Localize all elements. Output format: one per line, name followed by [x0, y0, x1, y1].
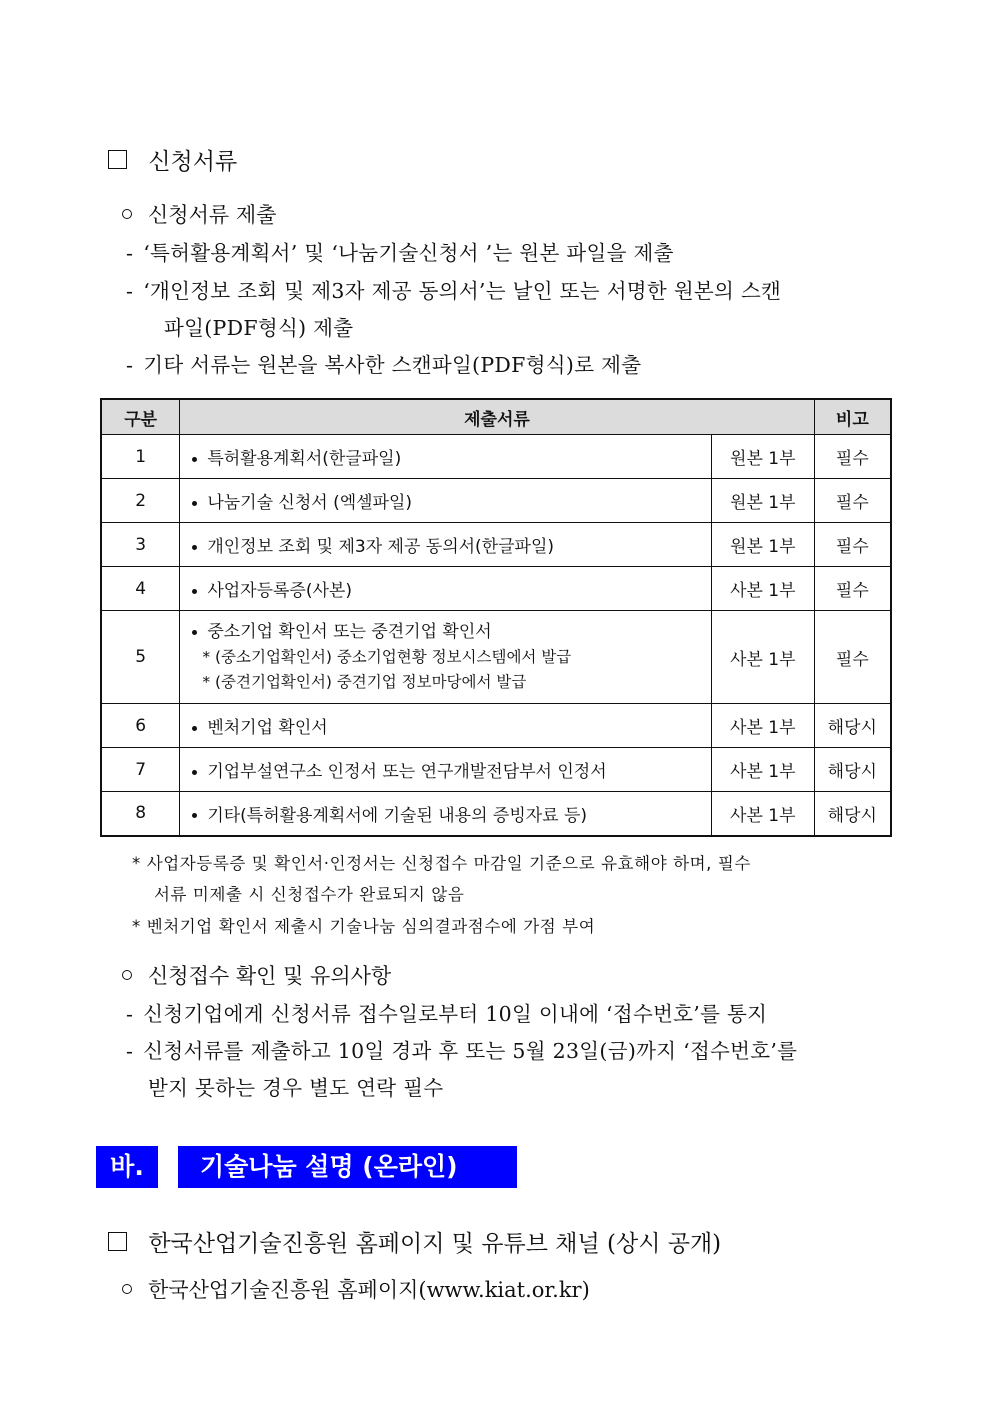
row-number: 6: [101, 704, 180, 748]
bullet-icon: [192, 630, 197, 635]
row-copy: 원본 1부: [711, 523, 814, 567]
row-item: [180, 611, 712, 704]
list-item-text: 기타 서류는 원본을 복사한 스캔파일(PDF형식)로 제출: [143, 353, 642, 377]
list-item: - 신청기업에게 신청서류 접수일로부터 10일 이내에 ‘접수번호’를 통지: [126, 1002, 768, 1026]
table-row: [101, 567, 891, 611]
row-item: [180, 567, 712, 611]
section-heading: [108, 1225, 721, 1258]
row-note: 필수: [814, 479, 891, 523]
row-number: 8: [101, 792, 180, 836]
bullet-icon: [192, 589, 197, 594]
header-documents: 제출서류: [180, 399, 814, 435]
table-row: [101, 479, 891, 523]
circle-bullet-icon: [122, 209, 132, 219]
row-copy: 사본 1부: [711, 792, 814, 836]
row-item: [180, 704, 712, 748]
row-item-text: 나눔기술 신청서 (엑셀파일): [207, 493, 413, 513]
footnote: * 사업자등록증 및 확인서·인정서는 신청접수 마감일 기준으로 유효해야 하며, 필수: [132, 854, 751, 873]
row-item: [180, 523, 712, 567]
row-item-text: 중소기업 확인서 또는 중견기업 확인서: [207, 622, 492, 642]
row-copy: 원본 1부: [711, 479, 814, 523]
list-item: - 신청서류를 제출하고 10일 경과 후 또는 5월 23일(금)까지 ‘접수번호’를: [126, 1039, 798, 1063]
row-item: [180, 748, 712, 792]
subsection-title: 신청서류 제출: [148, 203, 277, 227]
table-row: [101, 611, 891, 704]
row-item-text: 기타(특허활용계획서에 기술된 내용의 증빙자료 등): [207, 805, 588, 826]
row-item-text: 개인정보 조회 및 제3자 제공 동의서(한글파일): [207, 537, 555, 557]
bullet-icon: [192, 501, 197, 506]
bullet-icon: [192, 726, 197, 731]
list-item-text: 신청기업에게 신청서류 접수일로부터 10일 이내에 ‘접수번호’를 통지: [143, 1002, 768, 1026]
subsection-heading: [122, 199, 276, 229]
table-row: [101, 435, 891, 479]
list-item-text: ‘특허활용계획서’ 및 ‘나눔기술신청서 ’는 원본 파일을 제출: [143, 241, 674, 265]
subsection-heading: [122, 1274, 590, 1304]
row-note: 해당시: [814, 704, 891, 748]
list-item-text: 파일(PDF형식) 제출: [164, 316, 354, 340]
list-item-continued: [148, 1071, 443, 1101]
bullet-icon: [192, 457, 197, 462]
list-item: - ‘개인정보 조회 및 제3자 제공 동의서’는 날인 또는 서명한 원본의 스캔: [126, 279, 782, 303]
bullet-icon: [192, 545, 197, 550]
circle-bullet-icon: [122, 1284, 132, 1294]
row-note: 필수: [814, 523, 891, 567]
section-number-band: 바.: [96, 1146, 158, 1188]
section-title-band: 기술나눔 설명 (온라인): [178, 1146, 517, 1188]
row-subnote: * (중소기업확인서) 중소기업현황 정보시스템에서 발급: [202, 648, 572, 666]
table-row: [101, 704, 891, 748]
row-item-text: 사업자등록증(사본): [207, 581, 352, 601]
list-item-text: 신청서류를 제출하고 10일 경과 후 또는 5월 23일(금)까지 ‘접수번호’를: [143, 1039, 798, 1063]
row-item: [180, 435, 712, 479]
table-row: [101, 792, 891, 836]
row-number: 7: [101, 748, 180, 792]
table-header-row: [101, 399, 891, 435]
row-copy: 사본 1부: [711, 748, 814, 792]
header-no: 구분: [101, 399, 180, 435]
bullet-icon: [192, 813, 197, 818]
circle-bullet-icon: [122, 970, 132, 980]
row-item-text: 특허활용계획서(한글파일): [207, 449, 402, 469]
footnote-continued: 서류 미제출 시 신청접수가 완료되지 않음: [154, 885, 465, 904]
row-number: 2: [101, 479, 180, 523]
row-number: 4: [101, 567, 180, 611]
row-copy: 사본 1부: [711, 611, 814, 704]
list-item-text: ‘개인정보 조회 및 제3자 제공 동의서’는 날인 또는 서명한 원본의 스캔: [143, 279, 782, 303]
checkbox-square-icon: [108, 1232, 127, 1251]
row-note: 해당시: [814, 792, 891, 836]
row-item-text: 벤처기업 확인서: [207, 718, 328, 738]
header-note: 비고: [814, 399, 891, 435]
row-note: 필수: [814, 435, 891, 479]
table-row: [101, 748, 891, 792]
section-title: 신청서류: [148, 149, 238, 175]
row-copy: 사본 1부: [711, 567, 814, 611]
section-heading: [108, 143, 237, 176]
row-copy: 원본 1부: [711, 435, 814, 479]
row-note: 해당시: [814, 748, 891, 792]
list-item: - 기타 서류는 원본을 복사한 스캔파일(PDF형식)로 제출: [126, 353, 642, 377]
list-item-text: 받지 못하는 경우 별도 연락 필수: [148, 1076, 444, 1100]
row-number: 1: [101, 435, 180, 479]
table-row: [101, 523, 891, 567]
documents-table: [100, 398, 892, 837]
section-title: 한국산업기술진흥원 홈페이지 및 유튜브 채널 (상시 공개): [148, 1231, 722, 1257]
row-number: 3: [101, 523, 180, 567]
row-subnote: * (중견기업확인서) 중견기업 정보마당에서 발급: [202, 673, 527, 691]
row-item: [180, 479, 712, 523]
row-copy: 사본 1부: [711, 704, 814, 748]
subsection-title: 한국산업기술진흥원 홈페이지(www.kiat.or.kr): [148, 1278, 590, 1302]
subsection-heading: [122, 960, 391, 990]
row-number: 5: [101, 611, 180, 704]
subsection-title: 신청접수 확인 및 유의사항: [148, 964, 392, 988]
row-item: [180, 792, 712, 836]
checkbox-square-icon: [108, 150, 127, 169]
list-item: - ‘특허활용계획서’ 및 ‘나눔기술신청서 ’는 원본 파일을 제출: [126, 241, 674, 265]
row-note: 필수: [814, 567, 891, 611]
row-item-text: 기업부설연구소 인정서 또는 연구개발전담부서 인정서: [207, 762, 607, 782]
footnote: * 벤처기업 확인서 제출시 기술나눔 심의결과점수에 가점 부여: [132, 917, 596, 936]
list-item-continued: [164, 311, 353, 341]
row-note: 필수: [814, 611, 891, 704]
bullet-icon: [192, 770, 197, 775]
